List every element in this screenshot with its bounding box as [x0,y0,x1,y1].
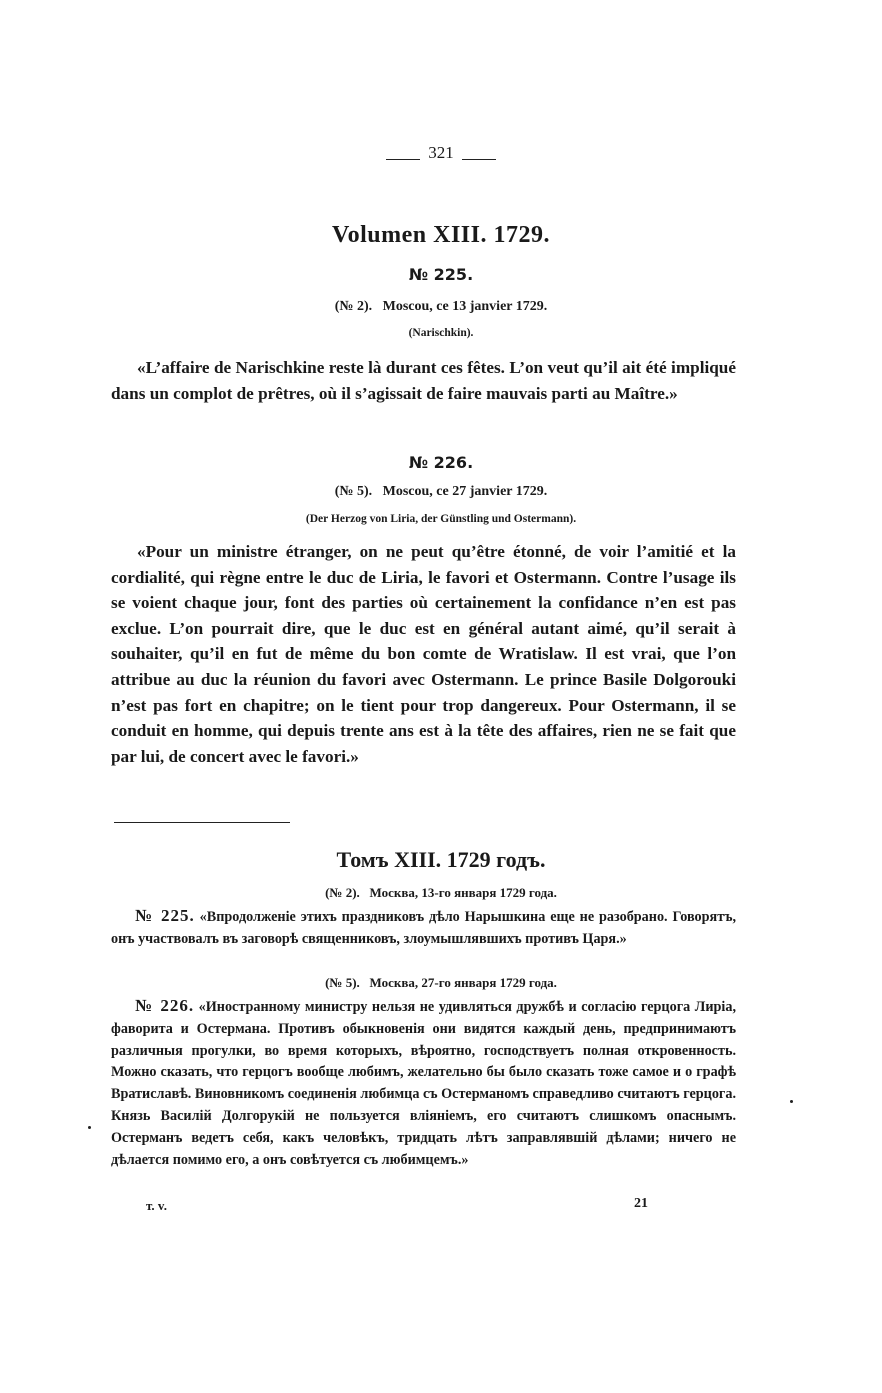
page-number-rule-right [462,159,496,162]
russian-volume-title: Томъ XIII. 1729 годъ. [336,847,546,872]
page-number [0,143,882,165]
doc-number-225: № 225. [408,265,474,284]
ru-dateline-226: (№ 5). Москва, 27-го января 1729 года. [325,975,557,990]
dateline-226: (№ 5). Moscou, ce 27 janvier 1729. [334,484,548,499]
subject-226: (Der Herzog von Liria, der Günstling und Ostermann). [305,513,577,525]
subject-225: (Narischkin). [408,327,474,339]
page-number-text: 321 [428,143,454,162]
ru-text-226-body: «Иностранному министру нельзя не удивляться дружбѣ и согласію герцога Лиріа, фаворита и Остермана. Противъ обыкновенія они видятся каждый день, предпринимаютъ различныя прогулки, во время которыхъ, вѣроятно, господствуетъ полная откровенность. Можно сказать, что герцогъ вообще любимъ, желательно бы было сказать тоже самое и о графѣ Вратиславѣ. Виновникомъ соединенія любимца съ Остерманомъ справедливо считаютъ герцога. Князь Василій Долгорукій не пользуется вліяніемъ, его считаютъ слишкомъ опаснымъ. Остерманъ ведетъ себя, какъ человѣкъ, тридцать лѣтъ заправлявшій дѣлами; ничего не дѣлается помимо его, а онъ совѣтуется съ любимцемъ.» [111,999,736,1168]
text-226-ru [111,995,736,1171]
text-225-ru [111,905,736,951]
ru-text-225-body: «Впродолженіе этихъ праздниковъ дѣло Нарышкина еще не разобрано. Говорятъ, онъ участвовалъ въ заговорѣ священниковъ, злоумышлявшихъ противъ Царя.» [111,909,737,947]
text-225-fr: «L’affaire de Narischkine reste là durant ces fêtes. L’on veut qu’il ait été impliqué dans un complot de prêtres, où il s’agissait de faire mauvais parti au Maître.» [111,358,736,403]
page-number-rule-left [386,159,420,162]
doc-number-226: № 226. [408,453,474,472]
sheet-number: 21 [634,1196,648,1211]
signature-mark: т. v. [146,1198,167,1213]
print-speck [88,1126,91,1129]
volume-title: Volumen XIII. 1729. [332,222,550,248]
text-226-fr: «Pour un ministre étranger, on ne peut qu’être étonné, de voir l’amitié et la cordialité, qui règne entre le duc de Liria, le favori et Ostermann. Contre l’usage ils se voient chaque jour, font des parties où certainement la confidance n’en est pas exclue. L’on pourrait dire, que le duc est en général autant aimé, qu’il serait à souhaiter, qu’il en fut de même du bon comte de Wratislaw. Il est vrai, que l’on attribue au duc la réunion du favori avec Ostermann. Le prince Basile Dolgorouki n’est pas fort en chapitre; on le tient pour trop dangereux. Pour Ostermann, il se conduit en homme, qui depuis trente ans est à la tête des affaires, rien ne se fait que par lui, de concert avec le favori.» [111,542,736,766]
print-speck [790,1100,793,1103]
dateline-225: (№ 2). Moscou, ce 13 janvier 1729. [334,299,548,314]
ru-number-225: № 225. [135,906,195,925]
ru-number-226: № 226. [135,996,195,1015]
section-divider [114,822,290,823]
ru-dateline-225: (№ 2). Москва, 13-го января 1729 года. [325,885,557,900]
